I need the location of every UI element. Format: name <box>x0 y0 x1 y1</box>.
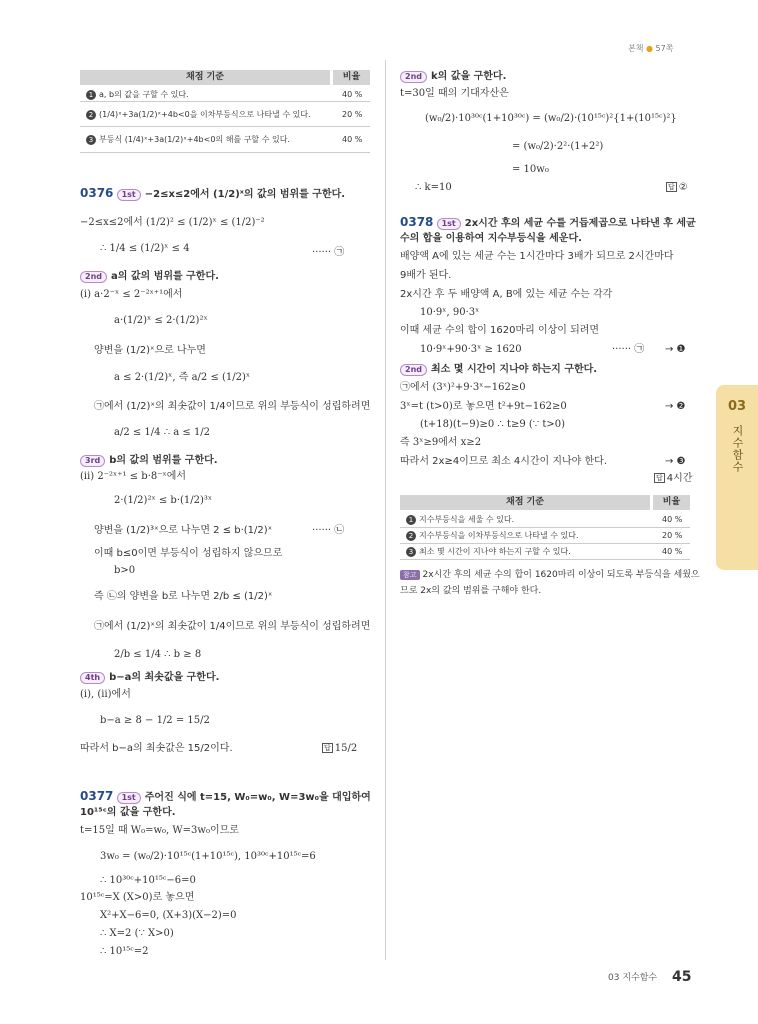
solution-line: ∴ 1/4 ≤ (1/2)ˣ ≤ 4 <box>100 243 190 254</box>
problem-0377-heading-cont: 10¹⁵ᶜ의 값을 구한다. <box>80 807 176 818</box>
equation-mark: ······ ㉡ <box>312 525 345 536</box>
solution-line: 양변을 (1/2)³ˣ으로 나누면 2 ≤ b·(1/2)ˣ <box>94 525 273 536</box>
solution-line: 9배가 된다. <box>400 270 452 281</box>
table-b-ratio: 40 % <box>662 547 683 556</box>
solution-line: 2/b ≤ 1/4 ∴ b ≥ 8 <box>114 649 202 660</box>
chapter-tab-label: 지수함수 <box>731 425 744 473</box>
solution-line: ㉠에서 (3ˣ)²+9·3ˣ−162≥0 <box>400 382 526 393</box>
table-b-row: 2 지수부등식을 이차부등식으로 나타낼 수 있다. <box>406 529 579 542</box>
solution-line: b−a ≥ 8 − 1/2 = 15/2 <box>100 715 210 726</box>
table-a-ratio: 40 % <box>342 90 363 99</box>
answer: 답 15/2 <box>324 743 358 754</box>
equation-mark: ······ ㉠ <box>312 247 345 258</box>
solution-line: (t+18)(t−9)≥0 ∴ t≥9 (∵ t>0) <box>420 419 565 430</box>
solution-line: 이때 세균 수의 합이 1620마리 이상이 되려면 <box>400 325 600 336</box>
solution-line: 따라서 2x≥4이므로 최소 4시간이 지나야 한다. <box>400 456 608 467</box>
solution-line: 10¹⁵ᶜ=X (X>0)로 놓으면 <box>80 892 195 903</box>
solution-line: (ⅰ), (ⅱ)에서 <box>80 689 131 700</box>
table-a-header-criteria: 채점 기준 <box>186 72 224 82</box>
solution-line: 2x시간 후 두 배양액 A, B에 있는 세균 수는 각각 <box>400 289 613 300</box>
footer-chapter: 03 지수함수 <box>608 973 658 983</box>
solution-line: = 10w₀ <box>512 164 549 175</box>
step-heading: 2nd 최소 몇 시간이 지나야 하는지 구한다. <box>400 363 597 376</box>
step-heading: 3rd b의 값의 범위를 구한다. <box>80 454 218 467</box>
solution-line: 이때 b≤0이면 부등식이 성립하지 않으므로 <box>94 548 283 559</box>
table-b-header-ratio: 비율 <box>662 497 681 507</box>
solution-line: = (w₀/2)·2²·(1+2²) <box>512 141 604 152</box>
chapter-tab <box>716 385 758 570</box>
solution-line: a ≤ 2·(1/2)ˣ, 즉 a/2 ≤ (1/2)ˣ <box>114 372 251 383</box>
solution-line: a·(1/2)ˣ ≤ 2·(1/2)²ˣ <box>114 315 208 326</box>
table-b-ratio: 40 % <box>662 515 683 524</box>
equation-mark: ······ ㉠ <box>612 344 645 355</box>
table-a-ratio: 40 % <box>342 135 363 144</box>
table-a-row: 2 (1/4)ˣ+3a(1/2)ˣ+4b<0을 이차부등식으로 나타낼 수 있다. <box>86 108 311 121</box>
reference-note-cont: 므로 2x의 값의 범위를 구해야 한다. <box>400 586 542 596</box>
table-a-ratio: 20 % <box>342 110 363 119</box>
solution-line: a/2 ≤ 1/4 ∴ a ≤ 1/2 <box>114 427 211 438</box>
solution-line: b>0 <box>114 565 136 576</box>
problem-0376-heading: 0376 1st −2≤x≤2에서 (1/2)ˣ의 값의 범위를 구한다. <box>80 186 346 200</box>
chapter-tab-number: 03 <box>727 399 747 414</box>
solution-line: t=30일 때의 기대자산은 <box>400 88 509 99</box>
step-heading: 4th b−a의 최솟값을 구한다. <box>80 671 219 684</box>
table-a-row: 1 a, b의 값을 구할 수 있다. <box>86 88 189 101</box>
table-b-row: 1 지수부등식을 세울 수 있다. <box>406 513 514 526</box>
solution-line: 양변을 (1/2)ˣ으로 나누면 <box>94 345 206 356</box>
solution-line: 2·(1/2)²ˣ ≤ b·(1/2)³ˣ <box>114 495 213 506</box>
step-heading: 2nd a의 값의 범위를 구한다. <box>80 270 219 283</box>
solution-line: 3ˣ=t (t>0)로 놓으면 t²+9t−162≥0 <box>400 401 567 412</box>
solution-line: 10·9ˣ, 90·3ˣ <box>420 307 480 318</box>
problem-0378-heading-cont: 수의 합을 이용하여 지수부등식을 세운다. <box>400 233 582 244</box>
table-a-row: 3 부등식 (1/4)ˣ+3a(1/2)ˣ+4b<0의 해를 구할 수 있다. <box>86 133 290 146</box>
solution-line: 따라서 b−a의 최솟값은 15/2이다. <box>80 743 233 754</box>
table-a-header-ratio: 비율 <box>342 72 361 82</box>
solution-line: 배양액 A에 있는 세균 수는 1시간마다 3배가 되므로 2시간마다 <box>400 251 674 262</box>
page-number: 45 <box>672 969 692 985</box>
solution-line: ∴ 10³⁰ᶜ+10¹⁵ᶜ−6=0 <box>100 875 196 886</box>
solution-line: t=15일 때 W₀=w₀, W=3w₀이므로 <box>80 825 239 836</box>
answer: 답 ② <box>668 182 688 193</box>
solution-line: ∴ X=2 (∵ X>0) <box>100 928 174 939</box>
solution-line: (w₀/2)·10³⁰ᶜ(1+10³⁰ᶜ) = (w₀/2)·(10¹⁵ᶜ)²{1+(10¹⁵ᶜ)²} <box>425 113 677 124</box>
table-b-row: 3 최소 몇 시간이 지나야 하는지 구할 수 있다. <box>406 545 571 558</box>
table-b-ratio: 20 % <box>662 531 683 540</box>
score-arrow: → ❸ <box>665 456 686 467</box>
solution-line: 10·9ˣ+90·3ˣ ≥ 1620 <box>420 344 522 355</box>
solution-line: (ⅰ) a·2⁻ˣ ≤ 2⁻²ˣ⁺¹에서 <box>80 289 183 300</box>
solution-line: X²+X−6=0, (X+3)(X−2)=0 <box>100 910 237 921</box>
solution-line: (ⅱ) 2⁻²ˣ⁺¹ ≤ b·8⁻ˣ에서 <box>80 471 187 482</box>
solution-line: 즉 ㉡의 양변을 b로 나누면 2/b ≤ (1/2)ˣ <box>94 591 273 602</box>
solution-line: −2≤x≤2에서 (1/2)² ≤ (1/2)ˣ ≤ (1/2)⁻² <box>80 217 265 228</box>
table-b-header-criteria: 채점 기준 <box>506 497 544 507</box>
column-divider <box>385 60 386 960</box>
page-ref: 본책 ● 57쪽 <box>628 44 674 53</box>
solution-line: ㉠에서 (1/2)ˣ의 최솟값이 1/4이므로 위의 부등식이 성립하려면 <box>94 401 371 412</box>
step-heading: 2nd k의 값을 구한다. <box>400 70 506 83</box>
solution-line: ㉠에서 (1/2)ˣ의 최솟값이 1/4이므로 위의 부등식이 성립하려면 <box>94 621 371 632</box>
problem-0378-heading: 0378 1st 2x시간 후의 세균 수를 거듭제곱으로 나타낸 후 세균 <box>400 215 696 229</box>
reference-note: 참고 2x시간 후의 세균 수의 합이 1620마리 이상이 되도록 부등식을 세웠으 <box>400 569 700 582</box>
solution-line: ∴ k=10 <box>415 182 452 193</box>
answer: 답 4시간 <box>656 473 693 484</box>
score-arrow: → ❷ <box>665 401 686 412</box>
solution-line: 즉 3ˣ≥9에서 x≥2 <box>400 437 482 448</box>
solution-line: 3w₀ = (w₀/2)·10¹⁵ᶜ(1+10¹⁵ᶜ), 10³⁰ᶜ+10¹⁵ᶜ=6 <box>100 851 316 862</box>
score-arrow: → ❶ <box>665 344 686 355</box>
problem-0377-heading: 0377 1st 주어진 식에 t=15, W₀=w₀, W=3w₀을 대입하여 <box>80 789 371 803</box>
solution-line: ∴ 10¹⁵ᶜ=2 <box>100 946 149 957</box>
